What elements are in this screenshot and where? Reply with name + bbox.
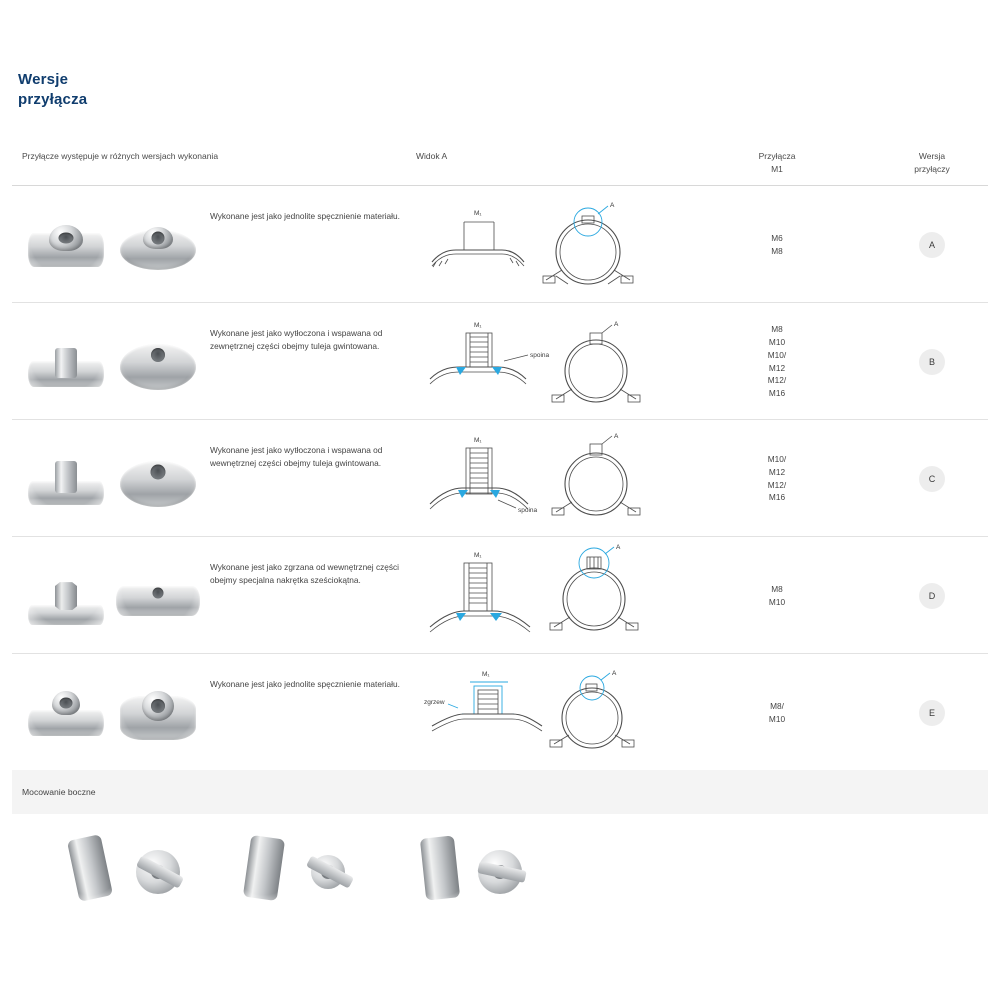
row-m1-values (712, 420, 842, 537)
m1-value: M12 (768, 362, 786, 373)
row-m1-values (712, 537, 842, 654)
row-version (872, 420, 992, 537)
row-photos (20, 664, 202, 760)
table-row (12, 654, 988, 771)
m1-value: M8 (771, 583, 783, 594)
row-photos (20, 547, 202, 643)
photo-connector-front (20, 315, 112, 407)
table-row (12, 186, 988, 303)
column-header-m1 (712, 150, 842, 176)
m1-value: M8/ (770, 700, 784, 711)
m1-value: M8 (771, 245, 783, 256)
drawing-m1-label: M₁ (474, 552, 482, 559)
table-row (12, 420, 988, 537)
column-header-m1-line-1: Przyłącza (758, 151, 796, 161)
drawing-callout-label: A (612, 670, 617, 677)
row-description: Wykonane jest jako wytłoczona i wspawana od zewnętrznej części obejmy tuleja gwintowana. (210, 328, 383, 352)
row-drawing (412, 192, 672, 298)
side-mount-band (12, 770, 988, 814)
photo-side-mount-2 (116, 830, 200, 914)
m1-value: M10/ (767, 453, 787, 464)
drawing-m1-label: M₁ (474, 437, 482, 444)
page-title (18, 70, 87, 111)
drawing-m1-label: M₁ (474, 210, 482, 217)
m1-value: M10 (768, 596, 786, 607)
m1-value: M12/ (767, 479, 787, 490)
row-description: Wykonane jest jako wytłoczona i wspawana od wewnętrznej części obejmy tuleja gwintowana. (210, 445, 383, 469)
drawing-callout-label: A (610, 202, 615, 209)
side-mount-photos (12, 820, 988, 930)
versions-table (12, 138, 988, 771)
photo-connector-top (112, 432, 204, 524)
photo-connector-front (20, 666, 112, 758)
row-drawing (412, 660, 672, 766)
photo-connector-front (20, 432, 112, 524)
drawing-weld-label: zgrzew (424, 699, 445, 706)
row-photos (20, 196, 202, 292)
row-m1-values (712, 654, 842, 771)
version-badge: E (919, 700, 945, 726)
row-version (872, 186, 992, 303)
column-header-version-line-2: przyłączy (914, 163, 950, 174)
drawing-m1-label: M₁ (474, 322, 482, 329)
version-badge: C (919, 466, 945, 492)
drawing-weld-label: spoina (530, 352, 550, 359)
table-header (12, 138, 988, 186)
drawing-callout-label: A (614, 433, 619, 440)
m1-value: M12 (768, 466, 786, 477)
column-header-view: Widok A (416, 151, 448, 161)
m1-value: M10 (768, 713, 786, 724)
row-version (872, 303, 992, 420)
page-title-line-1: Wersje (18, 71, 69, 88)
row-drawing (412, 426, 672, 532)
row-version (872, 654, 992, 771)
table-row (12, 537, 988, 654)
m1-value: M6 (771, 232, 783, 243)
photo-side-mount-4 (286, 830, 370, 914)
table-row (12, 303, 988, 420)
version-badge: A (919, 232, 945, 258)
side-mount-label: Mocowanie boczne (22, 787, 96, 797)
photo-connector-top (112, 666, 204, 758)
page-title-line-2: przyłącza (18, 91, 88, 109)
m1-value: M16 (768, 388, 786, 399)
version-badge: B (919, 349, 945, 375)
photo-connector-top (112, 315, 204, 407)
column-header-version (872, 150, 992, 176)
photo-connector-front (20, 549, 112, 641)
photo-connector-front (20, 198, 112, 290)
row-m1-values (712, 303, 842, 420)
row-photos (20, 313, 202, 409)
row-description: Wykonane jest jako jednolite spęcznienie materiału. (210, 679, 400, 689)
photo-side-mount-6 (458, 830, 542, 914)
version-badge: D (919, 583, 945, 609)
row-drawing (412, 309, 672, 415)
m1-value: M12/ (767, 375, 787, 386)
row-m1-values (712, 186, 842, 303)
drawing-m1-label: M₁ (482, 671, 490, 678)
drawing-callout-label: A (616, 544, 621, 551)
column-header-m1-line-2: M1 (771, 163, 783, 174)
m1-value: M10/ (767, 349, 787, 360)
row-description: Wykonane jest jako zgrzana od wewnętrznej części obejmy specjalna nakrętka sześciokątna. (210, 562, 400, 586)
drawing-callout-label: A (614, 321, 619, 328)
photo-connector-top (112, 198, 204, 290)
row-photos (20, 430, 202, 526)
m1-value: M16 (768, 492, 786, 503)
column-header-description: Przyłącze występuje w różnych wersjach wykonania (22, 151, 219, 161)
m1-value: M8 (771, 323, 783, 334)
photo-connector-top (112, 549, 204, 641)
drawing-weld-label: spoina (518, 507, 538, 514)
m1-value: M10 (768, 336, 786, 347)
row-drawing (412, 543, 672, 649)
row-description: Wykonane jest jako jednolite spęcznienie materiału. (210, 211, 400, 221)
column-header-version-line-1: Wersja (918, 151, 946, 161)
row-version (872, 537, 992, 654)
